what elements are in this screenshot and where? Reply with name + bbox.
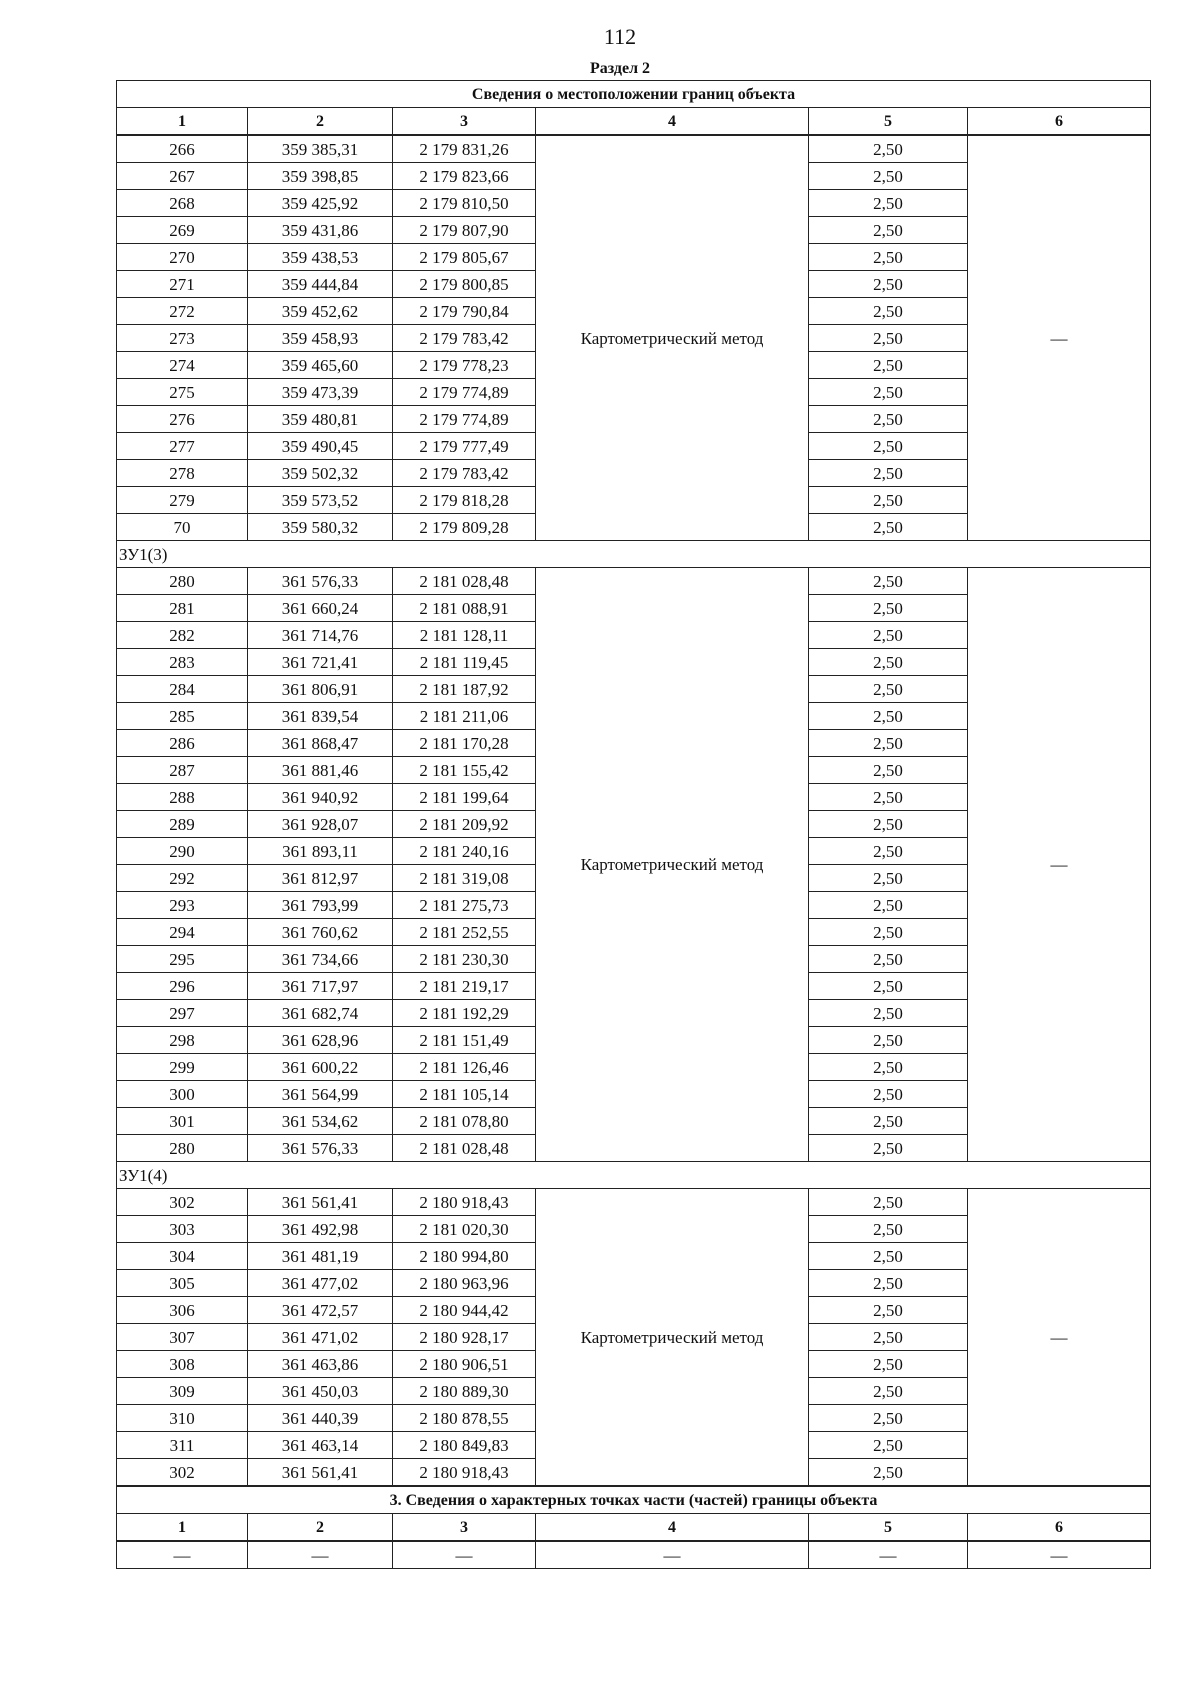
x-coordinate-cell: 361 714,76 [248, 622, 393, 649]
accuracy-cell: 2,50 [809, 1189, 968, 1216]
x-coordinate-cell: 359 398,85 [248, 163, 393, 190]
y-coordinate-cell: 2 179 783,42 [393, 325, 536, 352]
accuracy-cell: 2,50 [809, 1378, 968, 1405]
y-coordinate-cell: 2 180 889,30 [393, 1378, 536, 1405]
x-coordinate-cell: 361 839,54 [248, 703, 393, 730]
y-coordinate-cell: 2 179 831,26 [393, 135, 536, 163]
point-number-cell: 289 [117, 811, 248, 838]
table-row [117, 135, 1151, 163]
x-coordinate-cell: 361 881,46 [248, 757, 393, 784]
y-coordinate-cell: 2 181 211,06 [393, 703, 536, 730]
accuracy-cell: 2,50 [809, 973, 968, 1000]
x-coordinate-cell: 361 471,02 [248, 1324, 393, 1351]
x-coordinate-cell: 359 438,53 [248, 244, 393, 271]
y-coordinate-cell: 2 181 105,14 [393, 1081, 536, 1108]
x-coordinate-cell: 361 868,47 [248, 730, 393, 757]
y-coordinate-cell: 2 181 230,30 [393, 946, 536, 973]
x-coordinate-cell: 361 940,92 [248, 784, 393, 811]
point-number-cell: 283 [117, 649, 248, 676]
point-number-cell: 299 [117, 1054, 248, 1081]
y-coordinate-cell: 2 179 790,84 [393, 298, 536, 325]
x-coordinate-cell: 361 721,41 [248, 649, 393, 676]
x-coordinate-cell: 361 806,91 [248, 676, 393, 703]
point-number-cell: 271 [117, 271, 248, 298]
y-coordinate-cell: 2 179 810,50 [393, 190, 536, 217]
empty-cell: — [968, 1541, 1151, 1569]
y-coordinate-cell: 2 181 240,16 [393, 838, 536, 865]
description-cell: — [968, 568, 1151, 1162]
boundary-table [116, 80, 1151, 1569]
description-cell: — [968, 1189, 1151, 1487]
point-number-cell: 285 [117, 703, 248, 730]
x-coordinate-cell: 359 425,92 [248, 190, 393, 217]
empty-cell: — [248, 1541, 393, 1569]
point-number-cell: 297 [117, 1000, 248, 1027]
column-number-cell: 4 [536, 108, 809, 136]
point-number-cell: 301 [117, 1108, 248, 1135]
point-number-cell: 290 [117, 838, 248, 865]
accuracy-cell: 2,50 [809, 1216, 968, 1243]
accuracy-cell: 2,50 [809, 433, 968, 460]
accuracy-cell: 2,50 [809, 1000, 968, 1027]
y-coordinate-cell: 2 179 807,90 [393, 217, 536, 244]
point-number-cell: 295 [117, 946, 248, 973]
x-coordinate-cell: 361 760,62 [248, 919, 393, 946]
group-label-row [117, 541, 1151, 568]
column-number-cell: 1 [117, 108, 248, 136]
y-coordinate-cell: 2 180 849,83 [393, 1432, 536, 1459]
x-coordinate-cell: 361 717,97 [248, 973, 393, 1000]
empty-cell: — [393, 1541, 536, 1569]
point-number-cell: 307 [117, 1324, 248, 1351]
y-coordinate-cell: 2 181 155,42 [393, 757, 536, 784]
accuracy-cell: 2,50 [809, 703, 968, 730]
point-number-cell: 287 [117, 757, 248, 784]
point-number-cell: 306 [117, 1297, 248, 1324]
accuracy-cell: 2,50 [809, 379, 968, 406]
x-coordinate-cell: 361 682,74 [248, 1000, 393, 1027]
point-number-cell: 268 [117, 190, 248, 217]
y-coordinate-cell: 2 179 800,85 [393, 271, 536, 298]
column-number-cell: 2 [248, 1514, 393, 1542]
x-coordinate-cell: 361 534,62 [248, 1108, 393, 1135]
accuracy-cell: 2,50 [809, 838, 968, 865]
x-coordinate-cell: 361 734,66 [248, 946, 393, 973]
y-coordinate-cell: 2 180 928,17 [393, 1324, 536, 1351]
accuracy-cell: 2,50 [809, 865, 968, 892]
y-coordinate-cell: 2 179 777,49 [393, 433, 536, 460]
y-coordinate-cell: 2 181 151,49 [393, 1027, 536, 1054]
x-coordinate-cell: 359 573,52 [248, 487, 393, 514]
x-coordinate-cell: 359 480,81 [248, 406, 393, 433]
y-coordinate-cell: 2 181 126,46 [393, 1054, 536, 1081]
accuracy-cell: 2,50 [809, 757, 968, 784]
column-numbers-row [117, 108, 1151, 136]
accuracy-cell: 2,50 [809, 1054, 968, 1081]
column-number-cell: 4 [536, 1514, 809, 1542]
point-number-cell: 284 [117, 676, 248, 703]
accuracy-cell: 2,50 [809, 1432, 968, 1459]
point-number-cell: 280 [117, 568, 248, 595]
x-coordinate-cell: 359 431,86 [248, 217, 393, 244]
x-coordinate-cell: 359 452,62 [248, 298, 393, 325]
section3-empty-row [117, 1541, 1151, 1569]
x-coordinate-cell: 361 440,39 [248, 1405, 393, 1432]
section-title: Раздел 2 [589, 60, 651, 77]
point-number-cell: 302 [117, 1459, 248, 1487]
x-coordinate-cell: 359 444,84 [248, 271, 393, 298]
x-coordinate-cell: 361 472,57 [248, 1297, 393, 1324]
x-coordinate-cell: 361 561,41 [248, 1189, 393, 1216]
x-coordinate-cell: 361 561,41 [248, 1459, 393, 1487]
point-number-cell: 300 [117, 1081, 248, 1108]
method-cell: Картометрический метод [536, 1189, 809, 1487]
point-number-cell: 266 [117, 135, 248, 163]
y-coordinate-cell: 2 181 028,48 [393, 1135, 536, 1162]
column-number-cell: 2 [248, 108, 393, 136]
point-number-cell: 267 [117, 163, 248, 190]
y-coordinate-cell: 2 181 119,45 [393, 649, 536, 676]
point-number-cell: 274 [117, 352, 248, 379]
y-coordinate-cell: 2 181 209,92 [393, 811, 536, 838]
y-coordinate-cell: 2 180 906,51 [393, 1351, 536, 1378]
group-label: ЗУ1(3) [117, 541, 1151, 568]
x-coordinate-cell: 361 564,99 [248, 1081, 393, 1108]
y-coordinate-cell: 2 181 187,92 [393, 676, 536, 703]
y-coordinate-cell: 2 181 219,17 [393, 973, 536, 1000]
accuracy-cell: 2,50 [809, 595, 968, 622]
y-coordinate-cell: 2 181 078,80 [393, 1108, 536, 1135]
accuracy-cell: 2,50 [809, 568, 968, 595]
point-number-cell: 305 [117, 1270, 248, 1297]
y-coordinate-cell: 2 180 994,80 [393, 1243, 536, 1270]
accuracy-cell: 2,50 [809, 406, 968, 433]
accuracy-cell: 2,50 [809, 325, 968, 352]
point-number-cell: 277 [117, 433, 248, 460]
x-coordinate-cell: 359 490,45 [248, 433, 393, 460]
column-number-cell: 3 [393, 1514, 536, 1542]
point-number-cell: 298 [117, 1027, 248, 1054]
point-number-cell: 70 [117, 514, 248, 541]
accuracy-cell: 2,50 [809, 649, 968, 676]
point-number-cell: 281 [117, 595, 248, 622]
y-coordinate-cell: 2 180 878,55 [393, 1405, 536, 1432]
accuracy-cell: 2,50 [809, 676, 968, 703]
point-number-cell: 303 [117, 1216, 248, 1243]
accuracy-cell: 2,50 [809, 1135, 968, 1162]
column-number-cell: 6 [968, 108, 1151, 136]
y-coordinate-cell: 2 181 170,28 [393, 730, 536, 757]
x-coordinate-cell: 359 385,31 [248, 135, 393, 163]
accuracy-cell: 2,50 [809, 298, 968, 325]
accuracy-cell: 2,50 [809, 946, 968, 973]
y-coordinate-cell: 2 179 778,23 [393, 352, 536, 379]
y-coordinate-cell: 2 180 963,96 [393, 1270, 536, 1297]
point-number-cell: 302 [117, 1189, 248, 1216]
x-coordinate-cell: 361 928,07 [248, 811, 393, 838]
y-coordinate-cell: 2 180 944,42 [393, 1297, 536, 1324]
accuracy-cell: 2,50 [809, 1459, 968, 1487]
x-coordinate-cell: 361 492,98 [248, 1216, 393, 1243]
accuracy-cell: 2,50 [809, 1027, 968, 1054]
accuracy-cell: 2,50 [809, 1324, 968, 1351]
y-coordinate-cell: 2 180 918,43 [393, 1189, 536, 1216]
accuracy-cell: 2,50 [809, 217, 968, 244]
x-coordinate-cell: 361 463,14 [248, 1432, 393, 1459]
x-coordinate-cell: 361 600,22 [248, 1054, 393, 1081]
method-cell: Картометрический метод [536, 568, 809, 1162]
accuracy-cell: 2,50 [809, 1351, 968, 1378]
page-number: 112 [603, 24, 637, 49]
table-row [117, 1189, 1151, 1216]
accuracy-cell: 2,50 [809, 163, 968, 190]
x-coordinate-cell: 361 628,96 [248, 1027, 393, 1054]
y-coordinate-cell: 2 181 199,64 [393, 784, 536, 811]
y-coordinate-cell: 2 179 805,67 [393, 244, 536, 271]
y-coordinate-cell: 2 179 818,28 [393, 487, 536, 514]
point-number-cell: 272 [117, 298, 248, 325]
x-coordinate-cell: 361 576,33 [248, 568, 393, 595]
accuracy-cell: 2,50 [809, 1108, 968, 1135]
table-title: Сведения о местоположении границ объекта [117, 81, 1151, 108]
accuracy-cell: 2,50 [809, 271, 968, 298]
accuracy-cell: 2,50 [809, 622, 968, 649]
point-number-cell: 309 [117, 1378, 248, 1405]
description-cell: — [968, 135, 1151, 541]
point-number-cell: 311 [117, 1432, 248, 1459]
x-coordinate-cell: 359 580,32 [248, 514, 393, 541]
group-label-row [117, 1162, 1151, 1189]
accuracy-cell: 2,50 [809, 460, 968, 487]
accuracy-cell: 2,50 [809, 919, 968, 946]
y-coordinate-cell: 2 181 252,55 [393, 919, 536, 946]
section3-title: 3. Сведения о характерных точках части (частей) границы объекта [117, 1486, 1151, 1514]
method-cell: Картометрический метод [536, 135, 809, 541]
point-number-cell: 294 [117, 919, 248, 946]
y-coordinate-cell: 2 181 028,48 [393, 568, 536, 595]
x-coordinate-cell: 359 465,60 [248, 352, 393, 379]
column-number-cell: 5 [809, 1514, 968, 1542]
x-coordinate-cell: 361 660,24 [248, 595, 393, 622]
point-number-cell: 286 [117, 730, 248, 757]
column-number-cell: 1 [117, 1514, 248, 1542]
x-coordinate-cell: 361 812,97 [248, 865, 393, 892]
point-number-cell: 279 [117, 487, 248, 514]
point-number-cell: 278 [117, 460, 248, 487]
x-coordinate-cell: 361 576,33 [248, 1135, 393, 1162]
x-coordinate-cell: 361 793,99 [248, 892, 393, 919]
y-coordinate-cell: 2 181 192,29 [393, 1000, 536, 1027]
empty-cell: — [117, 1541, 248, 1569]
point-number-cell: 270 [117, 244, 248, 271]
empty-cell: — [536, 1541, 809, 1569]
accuracy-cell: 2,50 [809, 1081, 968, 1108]
accuracy-cell: 2,50 [809, 892, 968, 919]
accuracy-cell: 2,50 [809, 487, 968, 514]
x-coordinate-cell: 361 450,03 [248, 1378, 393, 1405]
y-coordinate-cell: 2 179 774,89 [393, 406, 536, 433]
x-coordinate-cell: 361 893,11 [248, 838, 393, 865]
accuracy-cell: 2,50 [809, 730, 968, 757]
point-number-cell: 280 [117, 1135, 248, 1162]
x-coordinate-cell: 359 473,39 [248, 379, 393, 406]
accuracy-cell: 2,50 [809, 1297, 968, 1324]
accuracy-cell: 2,50 [809, 352, 968, 379]
y-coordinate-cell: 2 179 809,28 [393, 514, 536, 541]
accuracy-cell: 2,50 [809, 784, 968, 811]
point-number-cell: 292 [117, 865, 248, 892]
point-number-cell: 273 [117, 325, 248, 352]
accuracy-cell: 2,50 [809, 1243, 968, 1270]
x-coordinate-cell: 361 477,02 [248, 1270, 393, 1297]
y-coordinate-cell: 2 179 783,42 [393, 460, 536, 487]
point-number-cell: 296 [117, 973, 248, 1000]
accuracy-cell: 2,50 [809, 244, 968, 271]
point-number-cell: 310 [117, 1405, 248, 1432]
point-number-cell: 308 [117, 1351, 248, 1378]
accuracy-cell: 2,50 [809, 1270, 968, 1297]
y-coordinate-cell: 2 181 275,73 [393, 892, 536, 919]
column-number-cell: 5 [809, 108, 968, 136]
point-number-cell: 293 [117, 892, 248, 919]
y-coordinate-cell: 2 181 020,30 [393, 1216, 536, 1243]
point-number-cell: 276 [117, 406, 248, 433]
empty-cell: — [809, 1541, 968, 1569]
y-coordinate-cell: 2 180 918,43 [393, 1459, 536, 1487]
x-coordinate-cell: 361 481,19 [248, 1243, 393, 1270]
column-number-cell: 3 [393, 108, 536, 136]
point-number-cell: 304 [117, 1243, 248, 1270]
x-coordinate-cell: 359 458,93 [248, 325, 393, 352]
accuracy-cell: 2,50 [809, 514, 968, 541]
accuracy-cell: 2,50 [809, 135, 968, 163]
x-coordinate-cell: 359 502,32 [248, 460, 393, 487]
point-number-cell: 275 [117, 379, 248, 406]
y-coordinate-cell: 2 181 128,11 [393, 622, 536, 649]
y-coordinate-cell: 2 179 774,89 [393, 379, 536, 406]
table-row [117, 568, 1151, 595]
point-number-cell: 269 [117, 217, 248, 244]
column-number-cell: 6 [968, 1514, 1151, 1542]
x-coordinate-cell: 361 463,86 [248, 1351, 393, 1378]
group-label: ЗУ1(4) [117, 1162, 1151, 1189]
y-coordinate-cell: 2 181 088,91 [393, 595, 536, 622]
y-coordinate-cell: 2 181 319,08 [393, 865, 536, 892]
y-coordinate-cell: 2 179 823,66 [393, 163, 536, 190]
section3-column-numbers-row [117, 1514, 1151, 1542]
accuracy-cell: 2,50 [809, 1405, 968, 1432]
point-number-cell: 288 [117, 784, 248, 811]
point-number-cell: 282 [117, 622, 248, 649]
accuracy-cell: 2,50 [809, 811, 968, 838]
section3-title-row [117, 1486, 1151, 1514]
accuracy-cell: 2,50 [809, 190, 968, 217]
